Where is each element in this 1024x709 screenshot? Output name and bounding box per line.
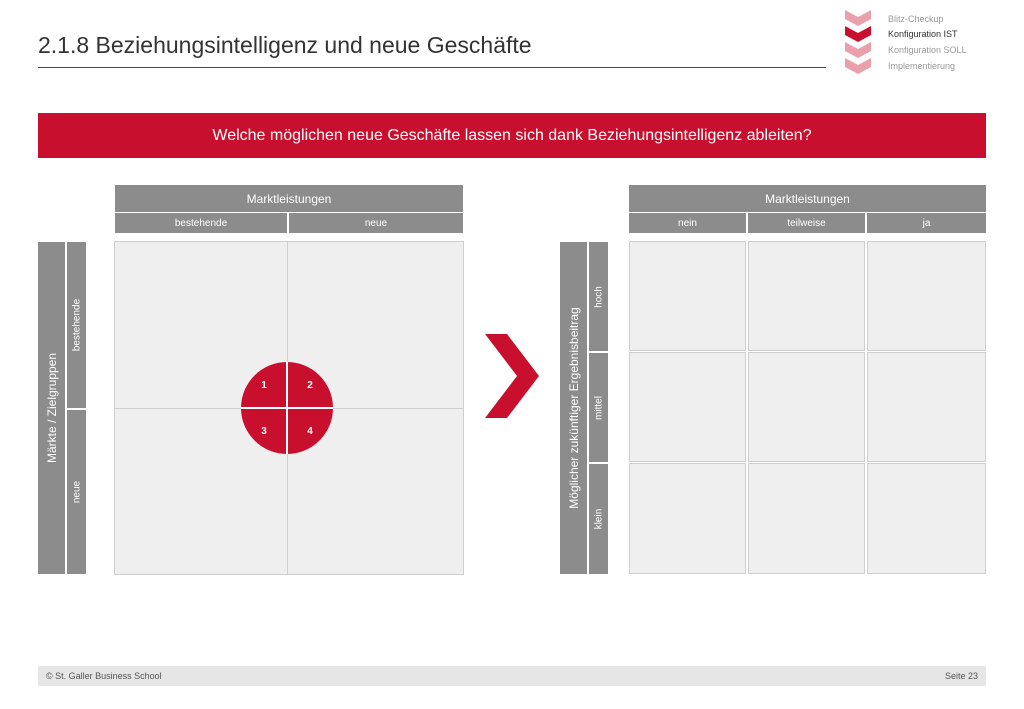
right-cell-mittel-ja xyxy=(867,352,986,462)
quadrant-3: 3 xyxy=(261,425,267,437)
right-cell-hoch-ja xyxy=(867,241,986,351)
chevron-step-4-icon xyxy=(845,58,871,76)
right-col-nein: nein xyxy=(629,213,746,233)
nav-step-implementierung[interactable]: Implementierung xyxy=(888,61,956,71)
left-row-neue xyxy=(67,410,86,574)
nav-step-blitz-checkup[interactable]: Blitz-Checkup xyxy=(888,14,944,24)
left-row-axis xyxy=(38,242,65,574)
footer-bar xyxy=(38,666,986,686)
quadrant-2: 2 xyxy=(307,379,313,391)
nav-step-konfiguration-soll[interactable]: Konfiguration SOLL xyxy=(888,45,967,55)
right-cell-klein-ja xyxy=(867,463,986,574)
right-row-axis xyxy=(560,242,587,574)
right-cell-mittel-nein xyxy=(629,352,746,462)
right-row-axis-label: Möglicher zukünftiger Ergebnisbeitrag xyxy=(566,307,581,509)
right-cell-mittel-teilweise xyxy=(748,352,865,462)
right-row-klein-label: klein xyxy=(593,508,604,530)
right-col-ja: ja xyxy=(867,213,986,233)
right-row-mittel xyxy=(589,353,608,462)
footer-page-number: Seite 23 xyxy=(944,671,978,681)
right-header-marktleistungen: Marktleistungen xyxy=(629,185,986,212)
progress-nav xyxy=(845,10,1005,80)
left-header-marktleistungen: Marktleistungen xyxy=(115,185,463,212)
right-cell-hoch-teilweise xyxy=(748,241,865,351)
quadrant-circle xyxy=(241,362,333,454)
nav-step-konfiguration-ist[interactable]: Konfiguration IST xyxy=(888,29,958,39)
right-row-klein xyxy=(589,464,608,574)
page-title: 2.1.8 Beziehungsintelligenz und neue Geschäfte xyxy=(38,32,532,58)
left-col-bestehende: bestehende xyxy=(115,213,287,233)
right-cell-hoch-nein xyxy=(629,241,746,351)
footer-copyright: © St. Galler Business School xyxy=(46,671,162,681)
chevron-right-icon xyxy=(485,334,539,418)
left-row-axis-label: Märkte / Zielgruppen xyxy=(44,352,59,464)
right-cell-klein-teilweise xyxy=(748,463,865,574)
title-underline xyxy=(38,67,826,68)
right-col-teilweise: teilweise xyxy=(748,213,865,233)
question-banner: Welche möglichen neue Geschäfte lassen sich dank Beziehungsintelligenz ableiten? xyxy=(38,113,986,158)
left-col-neue: neue xyxy=(289,213,463,233)
left-row-neue-label: neue xyxy=(71,480,82,504)
left-row-bestehende xyxy=(67,242,86,408)
circle-horizontal-divider xyxy=(241,407,333,409)
right-row-hoch xyxy=(589,242,608,351)
quadrant-4: 4 xyxy=(307,425,313,437)
right-cell-klein-nein xyxy=(629,463,746,574)
left-row-bestehende-label: bestehende xyxy=(71,298,82,352)
quadrant-1: 1 xyxy=(261,379,267,391)
right-row-mittel-label: mittel xyxy=(593,395,604,420)
right-row-hoch-label: hoch xyxy=(593,285,604,308)
